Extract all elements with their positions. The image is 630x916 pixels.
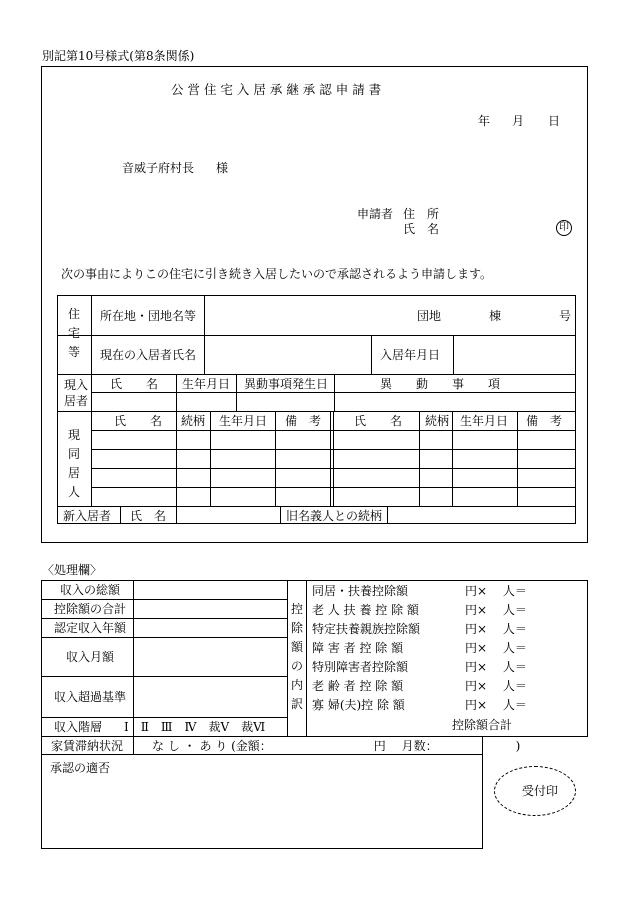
income-class-options: Ⅰ Ⅱ Ⅲ Ⅳ 裁Ⅴ 裁Ⅵ [124, 720, 266, 734]
approval-label: 承認の適否 [50, 761, 111, 775]
deduction-item-6: 老 齢 者 控 除 額 [312, 679, 404, 693]
cohab-relation-header-left: 続柄 [181, 414, 206, 428]
honorific: 様 [216, 161, 229, 175]
move-in-date-label: 入居年月日 [380, 348, 441, 362]
deduction-rate-4: 円× 人＝ [465, 641, 527, 655]
processing-title: 〈処理欄〉 [42, 563, 103, 577]
applicant-name-label: 氏 名 [403, 222, 440, 236]
current-side-1: 現入 [64, 378, 89, 392]
deduction-rate-3: 円× 人＝ [465, 622, 527, 636]
cohab-side-1: 現 [67, 428, 80, 442]
deduction-breakdown-5: 内 [290, 678, 303, 692]
applicant-address-label: 住 所 [403, 207, 440, 221]
deduction-item-3: 特定扶養親族控除額 [312, 622, 421, 636]
number-label: 号 [559, 309, 572, 323]
change-header: 異 動 事 項 [380, 377, 501, 391]
relation-to-former-label: 旧名義人との続柄 [286, 509, 383, 523]
deduction-rate-5: 円× 人＝ [465, 660, 527, 674]
deduction-rate-2: 円× 人＝ [465, 603, 527, 617]
building-label: 棟 [489, 309, 502, 323]
cohab-remarks-header-right: 備 考 [526, 414, 563, 428]
current-side-2: 居者 [64, 394, 89, 408]
monthly-income-label: 収入月額 [66, 650, 115, 664]
seal-mark: 印 [556, 220, 572, 236]
deduction-breakdown-4: の [290, 659, 303, 673]
deduction-rate-7: 円× 人＝ [465, 698, 527, 712]
house-side-3: 等 [67, 345, 80, 359]
deduction-breakdown-2: 除 [290, 621, 303, 635]
date-month: 月 [512, 114, 525, 128]
arrears-value: な し ・ あ り (金額： 円 月数： ) [152, 739, 521, 753]
current-tenant-name-label: 現在の入居者氏名 [100, 348, 197, 362]
date-day: 日 [548, 114, 561, 128]
deduction-breakdown-6: 訳 [290, 697, 303, 711]
income-limit-label: 収入超過基準 [54, 690, 127, 704]
statement: 次の事由によりこの住宅に引き続き入居したいので承認されるよう申請します。 [61, 267, 493, 281]
deduction-item-1: 同居・扶養控除額 [312, 584, 409, 598]
cohab-side-2: 同 [67, 447, 80, 461]
cohab-remarks-header-left: 備 考 [285, 414, 322, 428]
form-title: 公 営 住 宅 入 居 承 継 承 認 申 請 書 [171, 82, 382, 97]
reception-stamp-area [494, 766, 576, 816]
date-year: 年 [478, 114, 491, 128]
total-income-label: 収入の総額 [60, 583, 121, 597]
deduction-item-7: 寡 婦(夫)控 除 額 [312, 698, 405, 712]
cohab-birth-header-left: 生年月日 [219, 414, 268, 428]
arrears-label: 家賃滞納状況 [51, 739, 124, 753]
deduction-item-2: 老 人 扶 養 控 除 額 [312, 603, 419, 617]
deduction-breakdown-1: 控 [290, 602, 303, 616]
deduction-total-label: 控除額の合計 [54, 602, 127, 616]
cohab-name-header-right: 氏 名 [354, 414, 403, 428]
cohab-relation-header-right: 続柄 [425, 414, 450, 428]
house-side-2: 宅 [67, 326, 80, 340]
new-tenant-label: 新入居者 [63, 509, 112, 523]
house-side-1: 住 [67, 307, 80, 321]
income-class-label: 収入階層 [54, 720, 103, 734]
danchi-label: 団地 [417, 309, 442, 323]
annual-income-label: 認定収入年額 [54, 621, 127, 635]
addressee: 音威子府村長 [122, 161, 195, 175]
cohab-side-3: 居 [67, 466, 80, 480]
location-label: 所在地・団地名等 [100, 309, 197, 323]
deduction-rate-1: 円× 人＝ [465, 584, 527, 598]
reception-stamp-label: 受付印 [522, 784, 559, 798]
deduction-item-4: 障 害 者 控 除 額 [312, 641, 404, 655]
cohab-name-header-left: 氏 名 [114, 414, 163, 428]
form-number: 別記第10号様式(第8条関係) [42, 49, 195, 63]
current-name-header: 氏 名 [110, 377, 159, 391]
deduction-item-5: 特別障害者控除額 [312, 660, 409, 674]
change-date-header: 異動事項発生日 [244, 377, 329, 391]
deduction-rate-6: 円× 人＝ [465, 679, 527, 693]
application-table [57, 295, 576, 524]
current-birth-header: 生年月日 [182, 377, 231, 391]
deduction-breakdown-3: 額 [290, 640, 303, 654]
applicant-label: 申請者 [357, 207, 394, 221]
new-tenant-name-label: 氏 名 [130, 509, 167, 523]
deduction-sum-label: 控除額合計 [452, 718, 513, 732]
cohab-side-4: 人 [67, 485, 80, 499]
cohab-birth-header-right: 生年月日 [460, 414, 509, 428]
